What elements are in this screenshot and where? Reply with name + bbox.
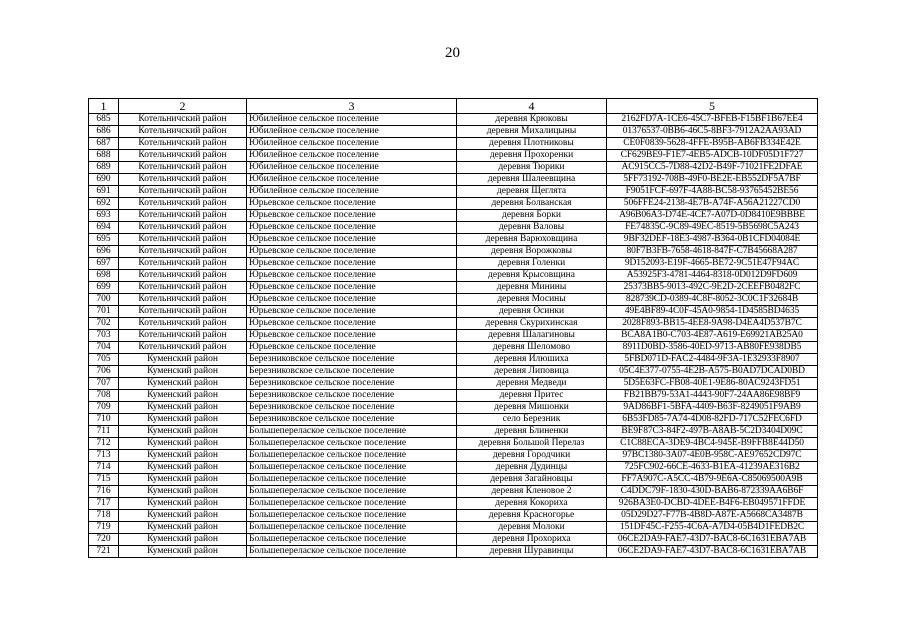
district-cell: Котельничский район [119, 234, 247, 246]
table-row [89, 126, 818, 138]
guid-cell: 151DF45C-F255-4C6A-A7D4-05B4D1FEDB2C [607, 522, 818, 534]
locality-cell: деревня Плотниковы [457, 138, 607, 150]
guid-cell: AC915CC5-7D88-42D2-B49F-71021FE2DFAE [607, 162, 818, 174]
guid-cell: 49E4BF89-4C0F-45A0-9854-1D4585BD4635 [607, 306, 818, 318]
settlement-cell: Юрьевское сельское поселение [247, 246, 457, 258]
district-cell: Куменский район [119, 378, 247, 390]
guid-cell: BE9F87C3-84F2-497B-A8AB-5C2D3404D09C [607, 426, 818, 438]
guid-cell: 926BA3E0-DCBD-4DEE-B4F6-EB049571FFDE [607, 498, 818, 510]
settlement-cell: Юрьевское сельское поселение [247, 330, 457, 342]
guid-cell: 25373BB5-9013-492C-9E2D-2CEEFB0482FC [607, 282, 818, 294]
guid-cell: C4DDC79F-1830-430D-BAB6-872339AA6B6F [607, 486, 818, 498]
settlement-cell: Юрьевское сельское поселение [247, 270, 457, 282]
table-row [89, 390, 818, 402]
row-number-cell: 712 [89, 438, 119, 450]
row-number-cell: 687 [89, 138, 119, 150]
district-cell: Котельничский район [119, 198, 247, 210]
row-number-cell: 710 [89, 414, 119, 426]
table-row [89, 222, 818, 234]
settlement-cell: Березниковское сельское поселение [247, 378, 457, 390]
settlement-cell: Большеперелаское сельское поселение [247, 546, 457, 558]
settlement-cell: Березниковское сельское поселение [247, 414, 457, 426]
locality-cell: деревня Блиненки [457, 426, 607, 438]
table-row [89, 210, 818, 222]
locality-cell: деревня Большой Перелаз [457, 438, 607, 450]
table-row [89, 426, 818, 438]
table-row [89, 318, 818, 330]
locality-cell: деревня Щеглята [457, 186, 607, 198]
locality-cell: деревня Прохоренки [457, 150, 607, 162]
settlement-cell: Большеперелаское сельское поселение [247, 426, 457, 438]
row-number-cell: 685 [89, 114, 119, 126]
header-cell-5: 5 [607, 99, 818, 114]
guid-cell: 725FC902-66CE-4633-B1EA-41239AE316B2 [607, 462, 818, 474]
table-row [89, 366, 818, 378]
locality-cell: деревня Прохориха [457, 534, 607, 546]
header-cell-4: 4 [457, 99, 607, 114]
row-number-cell: 695 [89, 234, 119, 246]
table-body [89, 114, 818, 558]
table-row [89, 474, 818, 486]
row-number-cell: 706 [89, 366, 119, 378]
district-cell: Куменский район [119, 414, 247, 426]
locality-cell: деревня Илюшиха [457, 354, 607, 366]
guid-cell: 6B53FD85-7A74-4D08-82FD-717C52FEC6FD [607, 414, 818, 426]
district-cell: Котельничский район [119, 162, 247, 174]
guid-cell: 01376537-0BB6-46C5-8BF3-7912A2AA93AD [607, 126, 818, 138]
guid-cell: 97BC1380-3A07-4E0B-958C-AE97652CD97C [607, 450, 818, 462]
guid-cell: C1C88ECA-3DE9-4BC4-945E-B9FFB8E44D50 [607, 438, 818, 450]
district-cell: Котельничский район [119, 342, 247, 354]
table-row [89, 114, 818, 126]
row-number-cell: 688 [89, 150, 119, 162]
locality-cell: деревня Городчики [457, 450, 607, 462]
guid-cell: 9D152093-E19F-4665-BE72-9C51E47F94AC [607, 258, 818, 270]
table-row [89, 330, 818, 342]
row-number-cell: 690 [89, 174, 119, 186]
table-row [89, 282, 818, 294]
row-number-cell: 696 [89, 246, 119, 258]
table-row [89, 534, 818, 546]
locality-cell: деревня Молоки [457, 522, 607, 534]
table-row [89, 174, 818, 186]
table-row [89, 486, 818, 498]
settlement-cell: Юрьевское сельское поселение [247, 258, 457, 270]
district-cell: Куменский район [119, 438, 247, 450]
row-number-cell: 686 [89, 126, 119, 138]
guid-cell: FF7A907C-A5CC-4B79-9E6A-C85069500A9B [607, 474, 818, 486]
locality-cell: деревня Шалагиновы [457, 330, 607, 342]
table-row [89, 186, 818, 198]
district-cell: Котельничский район [119, 282, 247, 294]
guid-cell: FB21BB79-53A1-4443-90F7-24AA86E98BF9 [607, 390, 818, 402]
row-number-cell: 718 [89, 510, 119, 522]
guid-cell: 5D5E63FC-FB08-40E1-9E86-80AC9243FD51 [607, 378, 818, 390]
guid-cell: 05D29D27-F77B-4B8D-A87E-A5668CA3487B [607, 510, 818, 522]
row-number-cell: 715 [89, 474, 119, 486]
locality-cell: деревня Крюковы [457, 114, 607, 126]
guid-cell: CF629BE9-F1E7-4EB5-ADCB-10DF05D1F727 [607, 150, 818, 162]
locality-cell: деревня Тюрики [457, 162, 607, 174]
row-number-cell: 703 [89, 330, 119, 342]
settlement-cell: Большеперелаское сельское поселение [247, 522, 457, 534]
settlement-cell: Юбилейное сельское поселение [247, 114, 457, 126]
district-cell: Куменский район [119, 534, 247, 546]
locality-cell: деревня Минины [457, 282, 607, 294]
district-cell: Куменский район [119, 546, 247, 558]
guid-cell: 06CE2DA9-FAE7-43D7-BAC8-6C1631EBA7AB [607, 546, 818, 558]
table-row [89, 306, 818, 318]
table-row [89, 522, 818, 534]
table-row [89, 450, 818, 462]
settlement-cell: Юрьевское сельское поселение [247, 294, 457, 306]
row-number-cell: 701 [89, 306, 119, 318]
district-cell: Котельничский район [119, 186, 247, 198]
district-cell: Куменский район [119, 390, 247, 402]
row-number-cell: 700 [89, 294, 119, 306]
row-number-cell: 692 [89, 198, 119, 210]
settlement-cell: Большеперелаское сельское поселение [247, 498, 457, 510]
settlement-cell: Юрьевское сельское поселение [247, 222, 457, 234]
table-row [89, 354, 818, 366]
header-cell-3: 3 [247, 99, 457, 114]
locality-cell: деревня Варюховщина [457, 234, 607, 246]
district-cell: Куменский район [119, 426, 247, 438]
locality-cell: деревня Липовица [457, 366, 607, 378]
district-cell: Котельничский район [119, 246, 247, 258]
table-row [89, 378, 818, 390]
table-row [89, 162, 818, 174]
row-number-cell: 693 [89, 210, 119, 222]
settlement-cell: Юбилейное сельское поселение [247, 126, 457, 138]
page-number: 20 [445, 45, 460, 61]
district-cell: Куменский район [119, 522, 247, 534]
settlement-cell: Юбилейное сельское поселение [247, 162, 457, 174]
settlement-cell: Березниковское сельское поселение [247, 390, 457, 402]
district-cell: Куменский район [119, 462, 247, 474]
row-number-cell: 713 [89, 450, 119, 462]
table-row [89, 462, 818, 474]
locality-cell: деревня Крысовщина [457, 270, 607, 282]
settlement-cell: Большеперелаское сельское поселение [247, 462, 457, 474]
table-row [89, 198, 818, 210]
settlement-cell: Юрьевское сельское поселение [247, 306, 457, 318]
settlements-table [88, 98, 818, 558]
guid-cell: 05C4E377-0755-4E2B-A575-B0AD7DCAD0BD [607, 366, 818, 378]
row-number-cell: 707 [89, 378, 119, 390]
row-number-cell: 694 [89, 222, 119, 234]
table-row [89, 546, 818, 558]
settlement-cell: Юрьевское сельское поселение [247, 198, 457, 210]
locality-cell: деревня Медведи [457, 378, 607, 390]
row-number-cell: 705 [89, 354, 119, 366]
district-cell: Котельничский район [119, 210, 247, 222]
settlement-cell: Большеперелаское сельское поселение [247, 510, 457, 522]
district-cell: Куменский район [119, 474, 247, 486]
table-row [89, 438, 818, 450]
settlement-cell: Юбилейное сельское поселение [247, 174, 457, 186]
district-cell: Котельничский район [119, 294, 247, 306]
district-cell: Котельничский район [119, 258, 247, 270]
row-number-cell: 697 [89, 258, 119, 270]
row-number-cell: 702 [89, 318, 119, 330]
row-number-cell: 708 [89, 390, 119, 402]
district-cell: Куменский район [119, 510, 247, 522]
district-cell: Котельничский район [119, 318, 247, 330]
settlement-cell: Юбилейное сельское поселение [247, 186, 457, 198]
settlement-cell: Большеперелаское сельское поселение [247, 486, 457, 498]
table-row [89, 234, 818, 246]
guid-cell: A53925F3-4781-4464-8318-0D012D9FD609 [607, 270, 818, 282]
table-row [89, 414, 818, 426]
row-number-cell: 689 [89, 162, 119, 174]
locality-cell: деревня Скурихинская [457, 318, 607, 330]
table-row [89, 150, 818, 162]
table-row [89, 258, 818, 270]
district-cell: Котельничский район [119, 138, 247, 150]
row-number-cell: 717 [89, 498, 119, 510]
guid-cell: 2162FD7A-1CE6-45C7-BFEB-F15BF1B67EE4 [607, 114, 818, 126]
guid-cell: CE0F0839-5628-4FFE-B95B-AB6FB334E42E [607, 138, 818, 150]
locality-cell: деревня Шуравинцы [457, 546, 607, 558]
settlement-cell: Юбилейное сельское поселение [247, 150, 457, 162]
locality-cell: деревня Кокориха [457, 498, 607, 510]
locality-cell: деревня Голенки [457, 258, 607, 270]
settlement-cell: Юбилейное сельское поселение [247, 138, 457, 150]
locality-cell: деревня Шалеевщина [457, 174, 607, 186]
row-number-cell: 691 [89, 186, 119, 198]
guid-cell: 2028F893-BB15-4EE8-9A98-D4EA4D537B7C [607, 318, 818, 330]
locality-cell: деревня Красногорье [457, 510, 607, 522]
locality-cell: деревня Ворожковы [457, 246, 607, 258]
locality-cell: деревня Осинки [457, 306, 607, 318]
locality-cell: деревня Борки [457, 210, 607, 222]
locality-cell: деревня Михалицыны [457, 126, 607, 138]
guid-cell: 828739CD-0389-4C8F-8052-3C0C1F32684B [607, 294, 818, 306]
guid-cell: 80F7B3FB-7658-4618-847F-C7B45668A287 [607, 246, 818, 258]
district-cell: Котельничский район [119, 174, 247, 186]
table-header-row [89, 99, 818, 114]
guid-cell: 06CE2DA9-FAE7-43D7-BAC8-6C1631EBA7AB [607, 534, 818, 546]
guid-cell: 5FF73192-708B-49F0-BE2E-EB552DF5A7BF [607, 174, 818, 186]
header-cell-2: 2 [119, 99, 247, 114]
district-cell: Куменский район [119, 354, 247, 366]
guid-cell: F9051FCF-697F-4A88-BC58-93765452BE56 [607, 186, 818, 198]
guid-cell: 506FFE24-2138-4E7B-A74F-A56A21227CD0 [607, 198, 818, 210]
table-row [89, 138, 818, 150]
settlement-cell: Большеперелаское сельское поселение [247, 450, 457, 462]
table-row [89, 402, 818, 414]
district-cell: Куменский район [119, 366, 247, 378]
settlement-cell: Большеперелаское сельское поселение [247, 534, 457, 546]
district-cell: Котельничский район [119, 222, 247, 234]
district-cell: Котельничский район [119, 306, 247, 318]
district-cell: Котельничский район [119, 330, 247, 342]
locality-cell: деревня Мосины [457, 294, 607, 306]
table-row [89, 498, 818, 510]
district-cell: Котельничский район [119, 114, 247, 126]
header-cell-1: 1 [89, 99, 119, 114]
settlement-cell: Большеперелаское сельское поселение [247, 474, 457, 486]
settlement-cell: Юрьевское сельское поселение [247, 210, 457, 222]
row-number-cell: 720 [89, 534, 119, 546]
table-row [89, 270, 818, 282]
district-cell: Котельничский район [119, 126, 247, 138]
table-row [89, 510, 818, 522]
locality-cell: деревня Кленовое 2 [457, 486, 607, 498]
row-number-cell: 698 [89, 270, 119, 282]
row-number-cell: 699 [89, 282, 119, 294]
guid-cell: 9AD86BF1-5BFA-4409-B63F-8249051F9AB9 [607, 402, 818, 414]
guid-cell: 9BF32DEF-18E3-4987-B364-0B1CFD04084E [607, 234, 818, 246]
district-cell: Куменский район [119, 450, 247, 462]
settlement-cell: Большеперелаское сельское поселение [247, 438, 457, 450]
settlement-cell: Юрьевское сельское поселение [247, 342, 457, 354]
locality-cell: деревня Болванская [457, 198, 607, 210]
settlement-cell: Юрьевское сельское поселение [247, 318, 457, 330]
guid-cell: 5FBD071D-FAC2-4484-9F3A-1E32933F8907 [607, 354, 818, 366]
guid-cell: 8911D0BD-3586-40ED-9713-AB80FE938DB5 [607, 342, 818, 354]
locality-cell: деревня Мишонки [457, 402, 607, 414]
locality-cell: деревня Загайновцы [457, 474, 607, 486]
row-number-cell: 714 [89, 462, 119, 474]
district-cell: Куменский район [119, 486, 247, 498]
locality-cell: деревня Шеломово [457, 342, 607, 354]
table-row [89, 294, 818, 306]
district-cell: Котельничский район [119, 270, 247, 282]
guid-cell: BCA8A1B0-C703-4E87-A619-E69921AB25A0 [607, 330, 818, 342]
locality-cell: село Березник [457, 414, 607, 426]
district-cell: Куменский район [119, 498, 247, 510]
table-row [89, 342, 818, 354]
district-cell: Котельничский район [119, 150, 247, 162]
row-number-cell: 711 [89, 426, 119, 438]
settlement-cell: Юрьевское сельское поселение [247, 234, 457, 246]
settlement-cell: Березниковское сельское поселение [247, 366, 457, 378]
locality-cell: деревня Дудинцы [457, 462, 607, 474]
guid-cell: FE74835C-9C89-49EC-8519-5B5698C5A243 [607, 222, 818, 234]
guid-cell: A96B06A3-D74E-4CE7-A07D-0D8410E9BBBE [607, 210, 818, 222]
row-number-cell: 704 [89, 342, 119, 354]
district-cell: Куменский район [119, 402, 247, 414]
row-number-cell: 719 [89, 522, 119, 534]
settlement-cell: Юрьевское сельское поселение [247, 282, 457, 294]
table-header [89, 99, 818, 114]
locality-cell: деревня Валовы [457, 222, 607, 234]
settlement-cell: Березниковское сельское поселение [247, 402, 457, 414]
row-number-cell: 716 [89, 486, 119, 498]
locality-cell: деревня Притес [457, 390, 607, 402]
table-row [89, 246, 818, 258]
row-number-cell: 721 [89, 546, 119, 558]
settlement-cell: Березниковское сельское поселение [247, 354, 457, 366]
row-number-cell: 709 [89, 402, 119, 414]
